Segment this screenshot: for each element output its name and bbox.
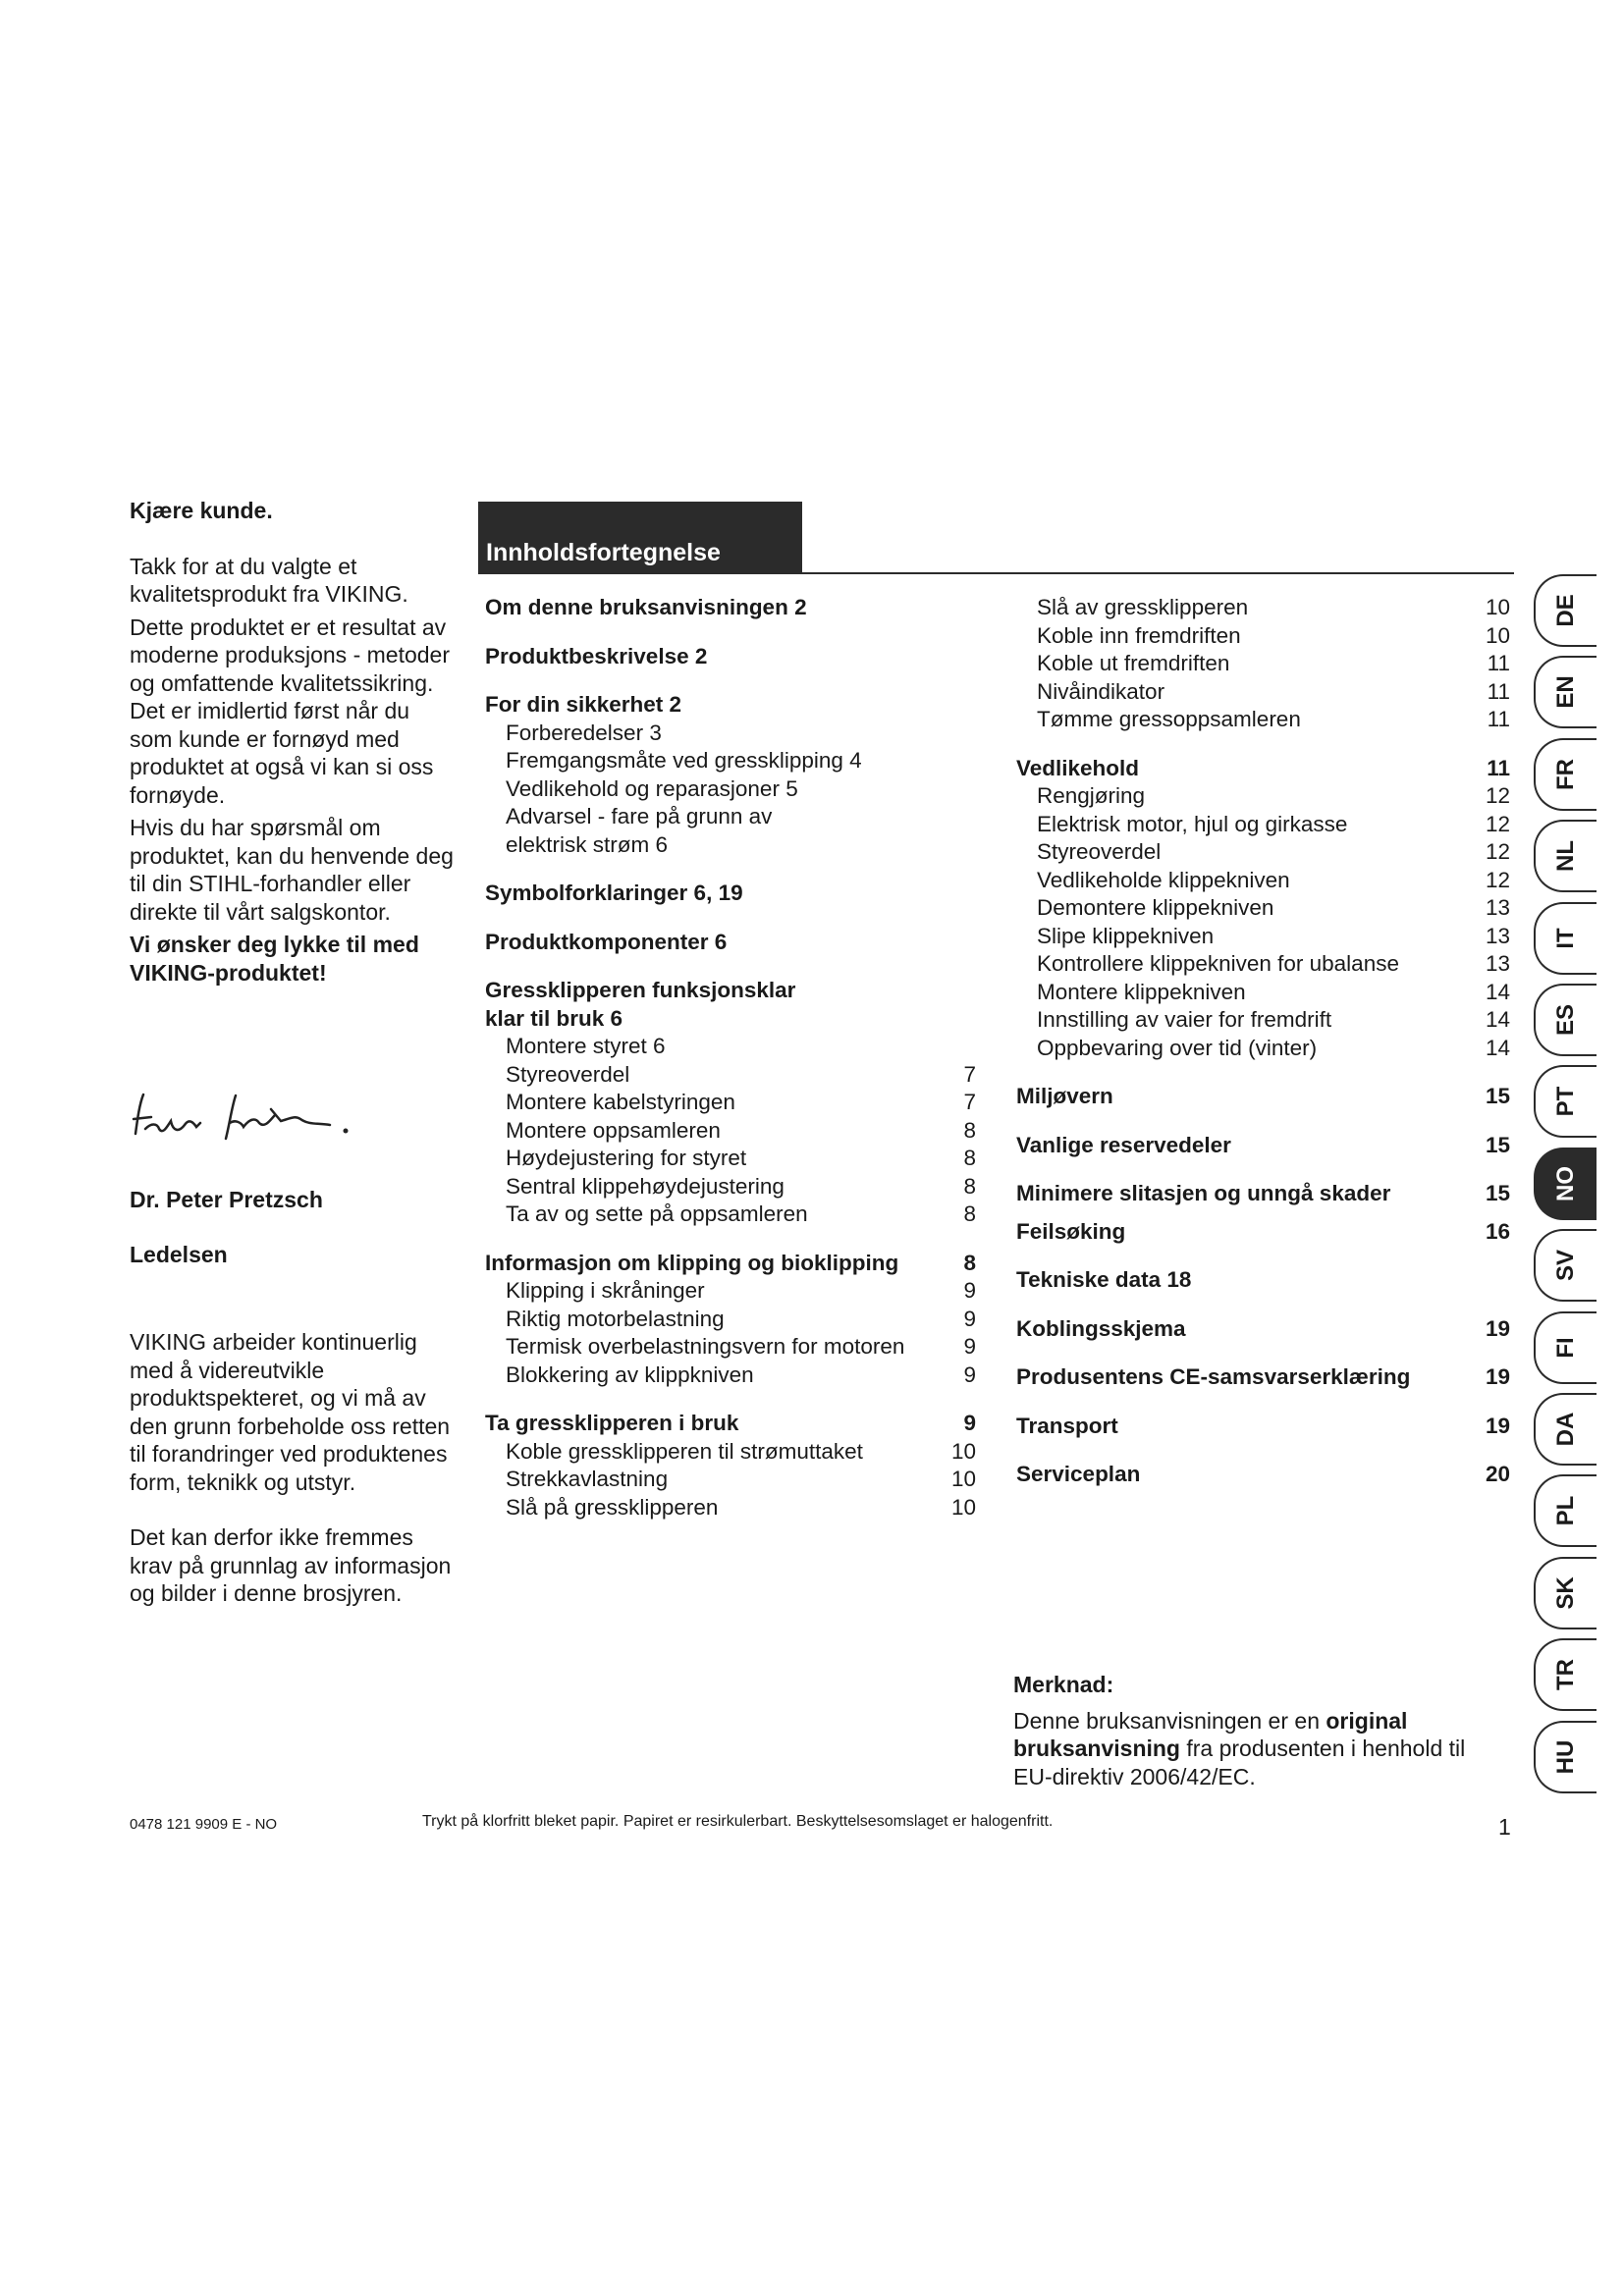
toc-subentry[interactable]: Blokkering av klippkniven 9 bbox=[506, 1362, 976, 1387]
toc-entry[interactable]: Symbolforklaringer 6, 19 bbox=[485, 881, 743, 905]
letter bbox=[130, 497, 454, 987]
disclaimer-paragraph: VIKING arbeider kontinuerlig med å videreutvikle produktspekteret, og vi må av den grunn forbeholde oss retten til forandringer ved produktenes form, teknikk og utstyr. bbox=[130, 1329, 451, 1495]
toc-subentry[interactable]: Ta av og sette på oppsamleren 8 bbox=[506, 1201, 976, 1226]
language-tab-label: FI bbox=[1552, 1336, 1579, 1359]
toc-subentry[interactable]: Elektrisk motor, hjul og girkasse 12 bbox=[1037, 811, 1510, 836]
toc-subentry[interactable]: Vedlikehold og reparasjoner 5 bbox=[506, 775, 798, 801]
language-tab-pl[interactable] bbox=[1534, 1474, 1597, 1547]
disclaimer bbox=[130, 1328, 454, 1608]
language-tab-label: TR bbox=[1552, 1659, 1579, 1691]
toc-entry[interactable]: Transport 19 bbox=[1016, 1413, 1510, 1438]
language-tab-en[interactable] bbox=[1534, 656, 1597, 728]
toc-subentry[interactable]: Montere klippekniven 14 bbox=[1037, 979, 1510, 1004]
toc-subentry[interactable]: Montere oppsamleren 8 bbox=[506, 1117, 976, 1143]
toc-subentry[interactable]: Demontere klippekniven 13 bbox=[1037, 895, 1510, 920]
language-tab-tr[interactable] bbox=[1534, 1638, 1597, 1711]
letter-paragraph: Dette produktet er et resultat av moderne produksjons - metoder og omfattende kvalitetssikring. Det er imidlertid først når du som kunde er fornøyd med produktet at også vi kan si oss fornøyde. bbox=[130, 614, 450, 808]
document-code: 0478 121 9909 E - NO bbox=[130, 1816, 278, 1833]
toc-entry[interactable]: Informasjon om klipping og bioklipping 8 bbox=[485, 1250, 976, 1275]
language-tab-label: DA bbox=[1552, 1412, 1579, 1447]
toc-entry[interactable]: Feilsøking 16 bbox=[1016, 1218, 1510, 1244]
toc-column-2 bbox=[1016, 594, 1510, 1489]
toc-subentry[interactable]: Tømme gressoppsamleren 11 bbox=[1037, 707, 1510, 731]
language-tab-label: HU bbox=[1552, 1739, 1579, 1774]
toc-subentry[interactable]: Strekkavlastning 10 bbox=[506, 1467, 976, 1491]
language-tab-da[interactable] bbox=[1534, 1393, 1597, 1466]
toc-entry[interactable]: Miljøvern 15 bbox=[1016, 1084, 1510, 1108]
language-tab-hu[interactable] bbox=[1534, 1721, 1597, 1793]
toc-entry[interactable]: Produktbeskrivelse 2 bbox=[485, 643, 708, 668]
language-tab-label: DE bbox=[1552, 594, 1579, 627]
language-tab-no[interactable] bbox=[1534, 1148, 1597, 1220]
note-text: Denne bruksanvisningen er en original bruksanvisning fra produsenten i henhold til EU-direktiv 2006/42/EC. bbox=[1013, 1707, 1466, 1789]
toc-entry[interactable]: Ta gressklipperen i bruk 9 bbox=[485, 1411, 976, 1435]
print-note: Trykt på klorfritt bleket papir. Papiret er resirkulerbart. Beskyttelsesomslaget er halogenfritt. bbox=[422, 1813, 1054, 1830]
toc-entry[interactable]: Gressklipperen funksjonsklar bbox=[485, 978, 796, 1002]
language-tab-it[interactable] bbox=[1534, 902, 1597, 975]
signer-name: Dr. Peter Pretzsch bbox=[130, 1187, 323, 1212]
toc-entry[interactable]: Vanlige reservedeler 15 bbox=[1016, 1132, 1510, 1157]
language-tab-label: FR bbox=[1552, 758, 1579, 790]
language-tab-de[interactable] bbox=[1534, 574, 1597, 647]
language-tab-label: SK bbox=[1552, 1576, 1579, 1610]
toc-entry[interactable]: Minimere slitasjen og unngå skader 15 bbox=[1016, 1181, 1510, 1205]
toc-subentry[interactable]: Sentral klippehøydejustering 8 bbox=[506, 1173, 976, 1199]
toc-entry[interactable]: Tekniske data 18 bbox=[1016, 1267, 1192, 1292]
toc-subentry[interactable]: Klipping i skråninger 9 bbox=[506, 1278, 976, 1303]
toc-entry[interactable]: Produktkomponenter 6 bbox=[485, 929, 728, 954]
letter-closing: Vi ønsker deg lykke til med VIKING-produktet! bbox=[130, 932, 419, 986]
signature-image bbox=[128, 1080, 452, 1158]
toc-divider bbox=[478, 572, 1514, 574]
toc-subentry[interactable]: Montere styret 6 bbox=[506, 1034, 666, 1058]
language-tab-label: SV bbox=[1552, 1250, 1579, 1282]
language-tab-fi[interactable] bbox=[1534, 1311, 1597, 1384]
toc-subentry[interactable]: Koble gressklipperen til strømuttaket 10 bbox=[506, 1438, 976, 1464]
toc-subentry[interactable]: Advarsel - fare på grunn av bbox=[506, 804, 773, 828]
letter-paragraph: Hvis du har spørsmål om produktet, kan du henvende deg til din STIHL-forhandler eller direkte til vårt salgskontor. bbox=[130, 815, 454, 925]
toc-subentry[interactable]: Nivåindikator 11 bbox=[1037, 678, 1510, 704]
language-tab-label: EN bbox=[1552, 675, 1579, 710]
toc-subentry[interactable]: Slå av gressklipperen 10 bbox=[1037, 595, 1510, 619]
toc-subentry[interactable]: Kontrollere klippekniven for ubalanse 13 bbox=[1037, 951, 1510, 976]
note-heading: Merknad: bbox=[1013, 1672, 1114, 1697]
disclaimer-paragraph: Det kan derfor ikke fremmes krav på grunnlag av informasjon og bilder i denne brosjyren. bbox=[130, 1524, 452, 1606]
toc-subentry[interactable]: Slå på gressklipperen 10 bbox=[506, 1494, 976, 1520]
toc-subentry[interactable]: Montere kabelstyringen 7 bbox=[506, 1090, 976, 1114]
signer-block bbox=[130, 1186, 454, 1268]
toc-subentry[interactable]: Høydejustering for styret 8 bbox=[506, 1146, 976, 1170]
toc-subentry[interactable]: elektrisk strøm 6 bbox=[506, 831, 669, 857]
signer-title: Ledelsen bbox=[130, 1241, 228, 1267]
letter-greeting: Kjære kunde. bbox=[130, 498, 273, 523]
toc-entry[interactable]: Produsentens CE-samsvarserklæring 19 bbox=[1016, 1364, 1510, 1389]
toc-subentry[interactable]: Riktig motorbelastning 9 bbox=[506, 1306, 976, 1331]
toc-subentry[interactable]: Fremgangsmåte ved gressklipping 4 bbox=[506, 748, 862, 773]
toc-subentry[interactable]: Termisk overbelastningsvern for motoren 9 bbox=[506, 1334, 976, 1359]
language-tab-es[interactable] bbox=[1534, 984, 1597, 1056]
language-tab-label: NL bbox=[1552, 840, 1579, 873]
toc-entry[interactable]: Om denne bruksanvisningen 2 bbox=[485, 595, 807, 619]
toc-subentry[interactable]: Styreoverdel 7 bbox=[506, 1061, 976, 1087]
toc-subentry[interactable]: Oppbevaring over tid (vinter) 14 bbox=[1037, 1035, 1510, 1060]
language-tab-sv[interactable] bbox=[1534, 1229, 1597, 1302]
toc-subentry[interactable]: Styreoverdel 12 bbox=[1037, 839, 1510, 864]
language-tab-pt[interactable] bbox=[1534, 1065, 1597, 1138]
letter-paragraph: Takk for at du valgte et kvalitetsprodukt fra VIKING. bbox=[130, 553, 408, 607]
note-box bbox=[1013, 1671, 1504, 1790]
language-tab-label: PL bbox=[1552, 1496, 1579, 1526]
toc-subentry[interactable]: Innstilling av vaier for fremdrift 14 bbox=[1037, 1007, 1510, 1032]
toc-title: Innholdsfortegnelse bbox=[486, 539, 721, 566]
toc-entry[interactable]: Serviceplan 20 bbox=[1016, 1462, 1510, 1486]
toc-entry[interactable]: klar til bruk 6 bbox=[485, 1005, 623, 1031]
language-tab-fr[interactable] bbox=[1534, 738, 1597, 811]
language-tab-sk[interactable] bbox=[1534, 1557, 1597, 1629]
toc-subentry[interactable]: Slipe klippekniven 13 bbox=[1037, 923, 1510, 948]
toc-header bbox=[478, 502, 802, 573]
toc-entry[interactable]: For din sikkerhet 2 bbox=[485, 692, 682, 717]
toc-column-1 bbox=[485, 594, 976, 1522]
toc-subentry[interactable]: Vedlikeholde klippekniven 12 bbox=[1037, 867, 1510, 892]
language-tab-label: ES bbox=[1552, 1003, 1579, 1037]
language-tab-label: IT bbox=[1552, 927, 1579, 949]
toc-subentry[interactable]: Forberedelser 3 bbox=[506, 720, 662, 745]
language-tab-label: NO bbox=[1552, 1165, 1579, 1201]
toc-entry[interactable]: Vedlikehold 11 bbox=[1016, 755, 1510, 780]
page-number: 1 bbox=[1498, 1814, 1511, 1840]
toc-entry[interactable]: Koblingsskjema 19 bbox=[1016, 1315, 1510, 1341]
language-tab-label: PT bbox=[1552, 1087, 1579, 1117]
language-tab-nl[interactable] bbox=[1534, 820, 1597, 892]
toc-subentry[interactable]: Koble ut fremdriften 11 bbox=[1037, 651, 1510, 675]
toc-subentry[interactable]: Koble inn fremdriften 10 bbox=[1037, 622, 1510, 648]
toc-subentry[interactable]: Rengjøring 12 bbox=[1037, 783, 1510, 808]
